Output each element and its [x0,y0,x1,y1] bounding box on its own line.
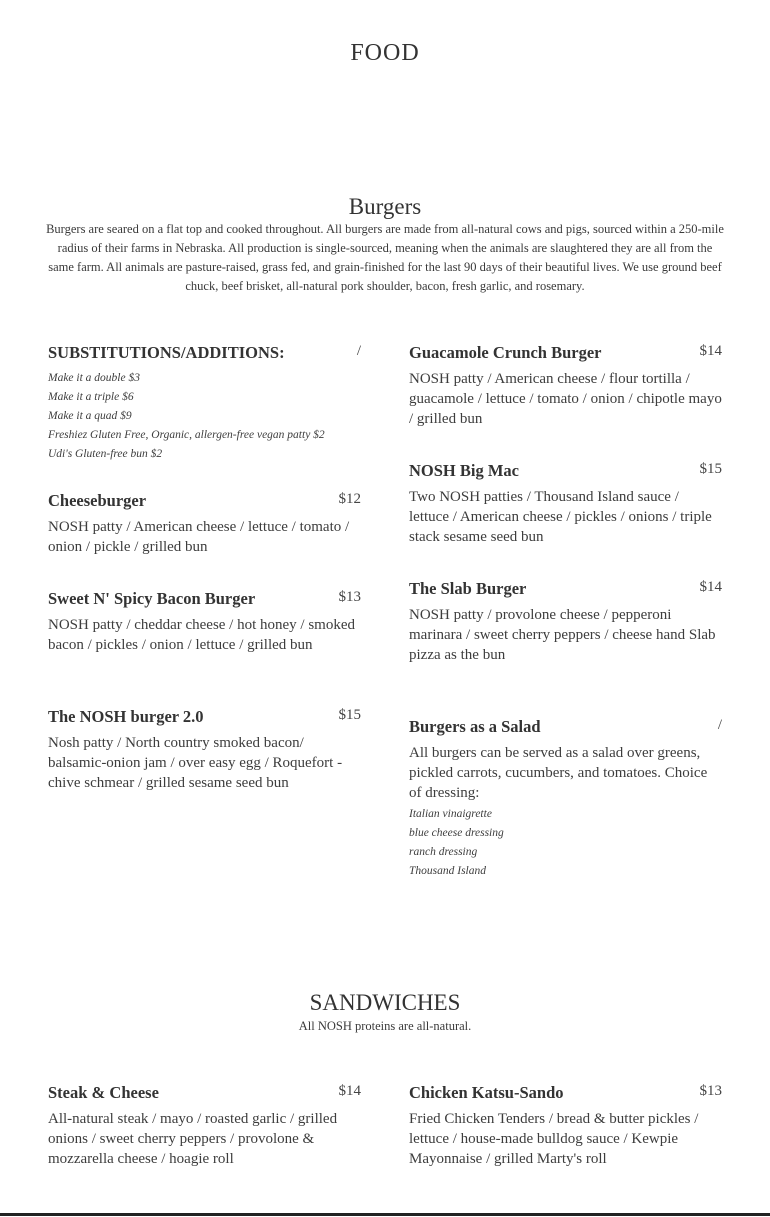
menu-item-burgers-as-salad [409,717,722,881]
substitutions-list [48,369,361,464]
substitution-line: Make it a quad $9 [48,410,132,422]
dressing-option: Thousand Island [409,865,486,877]
item-price: $15 [338,707,361,723]
item-name: Chicken Katsu-Sando [409,1083,564,1102]
menu-item-chicken-katsu-sando [409,1083,722,1169]
item-description: NOSH patty / cheddar cheese / hot honey / smoked bacon / pickles / onion / lettuce / grilled bun [48,617,356,653]
item-description: NOSH patty / American cheese / lettuce / tomato / onion / pickle / grilled bun [48,519,350,555]
page-title: FOOD [350,40,420,66]
burgers-intro: Burgers are seared on a flat top and cooked throughout. All burgers are made from all-natural cows and pigs, sourced within a 250-mile radius of their farms in Nebraska. All production is single-sourced, meaning when the animals are slaughtered they are all from the same farm. All animals are pasture-raised, grass fed, and grain-finished for the last 90 days of their beautiful lives. We use ground beef chuck, beef brisket, all-natural pork shoulder, bacon, fresh garlic, and rosemary. [46,222,724,293]
item-description: All burgers can be served as a salad over greens, pickled carrots, cucumbers, and tomatoes. Choice of dressing: [409,745,708,801]
item-description: Two NOSH patties / Thousand Island sauce / lettuce / American cheese / pickles / onions / triple stack sesame seed bun [409,489,712,545]
item-price: / [356,343,361,359]
item-description: All-natural steak / mayo / roasted garlic / grilled onions / sweet cherry peppers / provolone & mozzarella cheese / hoagie roll [48,1111,338,1167]
menu-item-nosh-burger-2 [48,707,361,793]
burgers-section-title: Burgers [348,194,422,219]
menu-item-sweet-spicy-bacon-burger [48,589,361,655]
menu-item-slab-burger [409,579,722,665]
item-name: The NOSH burger 2.0 [48,707,204,726]
dressing-option: blue cheese dressing [409,827,504,839]
sandwiches-subtitle: All NOSH proteins are all-natural. [298,1019,472,1033]
menu-item-cheeseburger [48,491,361,557]
item-price: $13 [338,589,361,605]
substitution-line: Freshiez Gluten Free, Organic, allergen-free vegan patty $2 [48,429,325,441]
item-price: $14 [338,1083,361,1099]
item-description: Nosh patty / North country smoked bacon/ balsamic-onion jam / over easy egg / Roquefort - chive schmear / grilled sesame seed bun [48,735,343,791]
item-description: NOSH patty / American cheese / flour tortilla / guacamole / lettuce / tomato / onion / chipotle mayo / grilled bun [409,371,722,427]
item-name: Guacamole Crunch Burger [409,343,602,362]
menu-item-substitutions [48,343,361,464]
sandwiches-section-title: SANDWICHES [309,990,461,1015]
dressing-option: ranch dressing [409,846,478,858]
item-name: Sweet N' Spicy Bacon Burger [48,589,256,608]
dressing-list [409,805,722,881]
menu-item-guacamole-crunch-burger [409,343,722,429]
page-bottom-rule [0,1213,770,1216]
menu-item-nosh-big-mac [409,461,722,547]
substitution-line: Udi's Gluten-free bun $2 [48,448,163,460]
item-name: Cheeseburger [48,491,147,510]
item-name: NOSH Big Mac [409,461,519,480]
item-price: $14 [699,579,722,595]
item-description: Fried Chicken Tenders / bread & butter pickles / lettuce / house-made bulldog sauce / Kewpie Mayonnaise / grilled Marty's roll [409,1111,699,1167]
substitution-line: Make it a double $3 [48,372,140,384]
item-name: Steak & Cheese [48,1083,159,1102]
item-description: NOSH patty / provolone cheese / pepperoni marinara / sweet cherry peppers / cheese hand Slab pizza as the bun [409,607,716,663]
item-price: $15 [699,461,722,477]
item-name: Burgers as a Salad [409,717,541,736]
item-price: $14 [699,343,722,359]
item-name: The Slab Burger [409,579,527,598]
menu-item-steak-and-cheese [48,1083,361,1169]
item-name: SUBSTITUTIONS/ADDITIONS: [48,343,285,362]
item-price: / [717,717,722,733]
dressing-option: Italian vinaigrette [409,808,492,820]
substitution-line: Make it a triple $6 [48,391,134,403]
item-price: $12 [338,491,361,507]
item-price: $13 [699,1083,722,1099]
